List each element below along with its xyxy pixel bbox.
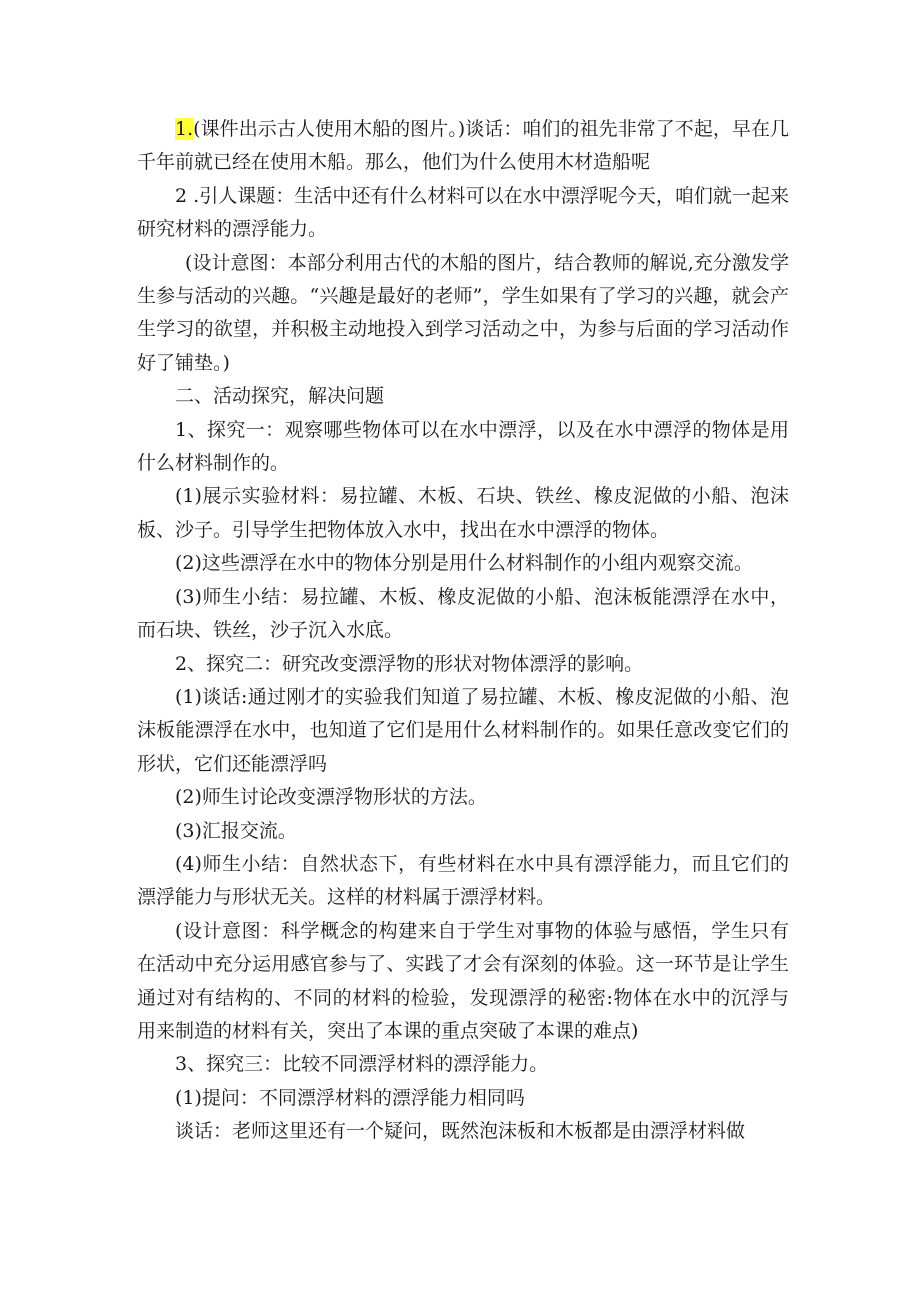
paragraph-talk: 谈话：老师这里还有一个疑问，既然泡沫板和木板都是由漂浮材料做: [175, 1120, 746, 1143]
paragraph-explore-3-step-1: (1)提问：不同漂浮材料的漂浮能力相同吗: [175, 1086, 525, 1109]
paragraph-design-intent-1: (设计意图：本部分利用古代的木船的图片，结合教师的解说,充分激发学生参与活动的兴趣。“兴趣是最好的老师”，学生如果有了学习的兴趣，就会产生学习的欲望，并积极主动地投入到学习活动之中，为参与后面的学习活动作好了铺垫。): [137, 251, 789, 374]
paragraph-explore-2-step-2: (2)师生讨论改变漂浮物形状的方法。: [175, 786, 487, 809]
paragraph-explore-1-step-1: (1)展示实验材料：易拉罐、木板、石块、铁丝、橡皮泥做的小船、泡沫板、沙子。引导学生把物体放入水中，找出在水中漂浮的物体。: [137, 485, 789, 541]
paragraph-explore-3: 3、探究三：比较不同漂浮材料的漂浮能力。: [175, 1053, 549, 1076]
document-page: [137, 113, 789, 1149]
paragraph-item-2: 2 .引人课题：生活中还有什么材料可以在水中漂浮呢今天，咱们就一起来研究材料的漂浮能力。: [137, 184, 789, 241]
item-1-number: 1.: [175, 118, 194, 140]
paragraph-explore-1-step-2: (2)这些漂浮在水中的物体分别是用什么材料制作的小组内观察交流。: [175, 552, 753, 575]
paragraph-explore-2-step-1: (1)谈话:通过刚才的实验我们知道了易拉罐、木板、橡皮泥做的小船、泡沫板能漂浮在水中，也知道了它们是用什么材料制作的。如果任意改变它们的形状，它们还能漂浮吗: [137, 685, 789, 775]
paragraph-explore-2-step-3: (3)汇报交流。: [175, 819, 297, 842]
paragraph-item-1: [137, 113, 789, 180]
section-heading-2: 二、活动探究，解决问题: [175, 385, 385, 408]
paragraph-explore-1: 1、探究一：观察哪些物体可以在水中漂浮，以及在水中漂浮的物体是用什么材料制作的。: [137, 418, 789, 475]
paragraph-design-intent-2: (设计意图：科学概念的构建来自于学生对事物的体验与感悟，学生只有在活动中充分运用感官参与了、实践了才会有深刻的体验。这一环节是让学生通过对有结构的、不同的材料的检验，发现漂浮的秘密:物体在水中的沉浮与用来制造的材料有关，突出了本课的重点突破了本课的难点): [137, 919, 789, 1042]
paragraph-explore-2: 2、探究二：研究改变漂浮物的形状对物体漂浮的影响。: [175, 652, 644, 675]
item-1-text: (课件出示古人使用木船的图片。)谈话：咱们的祖先非常了不起，早在几千年前就已经在使用木船。那么，他们为什么使用木材造船呢: [137, 118, 789, 174]
paragraph-explore-1-step-3: (3)师生小结：易拉罐、木板、橡皮泥做的小船、泡沫板能漂浮在水中，而石块、铁丝，沙子沉入水底。: [137, 585, 789, 642]
paragraph-explore-2-step-4: (4)师生小结：自然状态下，有些材料在水中具有漂浮能力，而且它们的漂浮能力与形状无关。这样的材料属于漂浮材料。: [137, 852, 789, 909]
